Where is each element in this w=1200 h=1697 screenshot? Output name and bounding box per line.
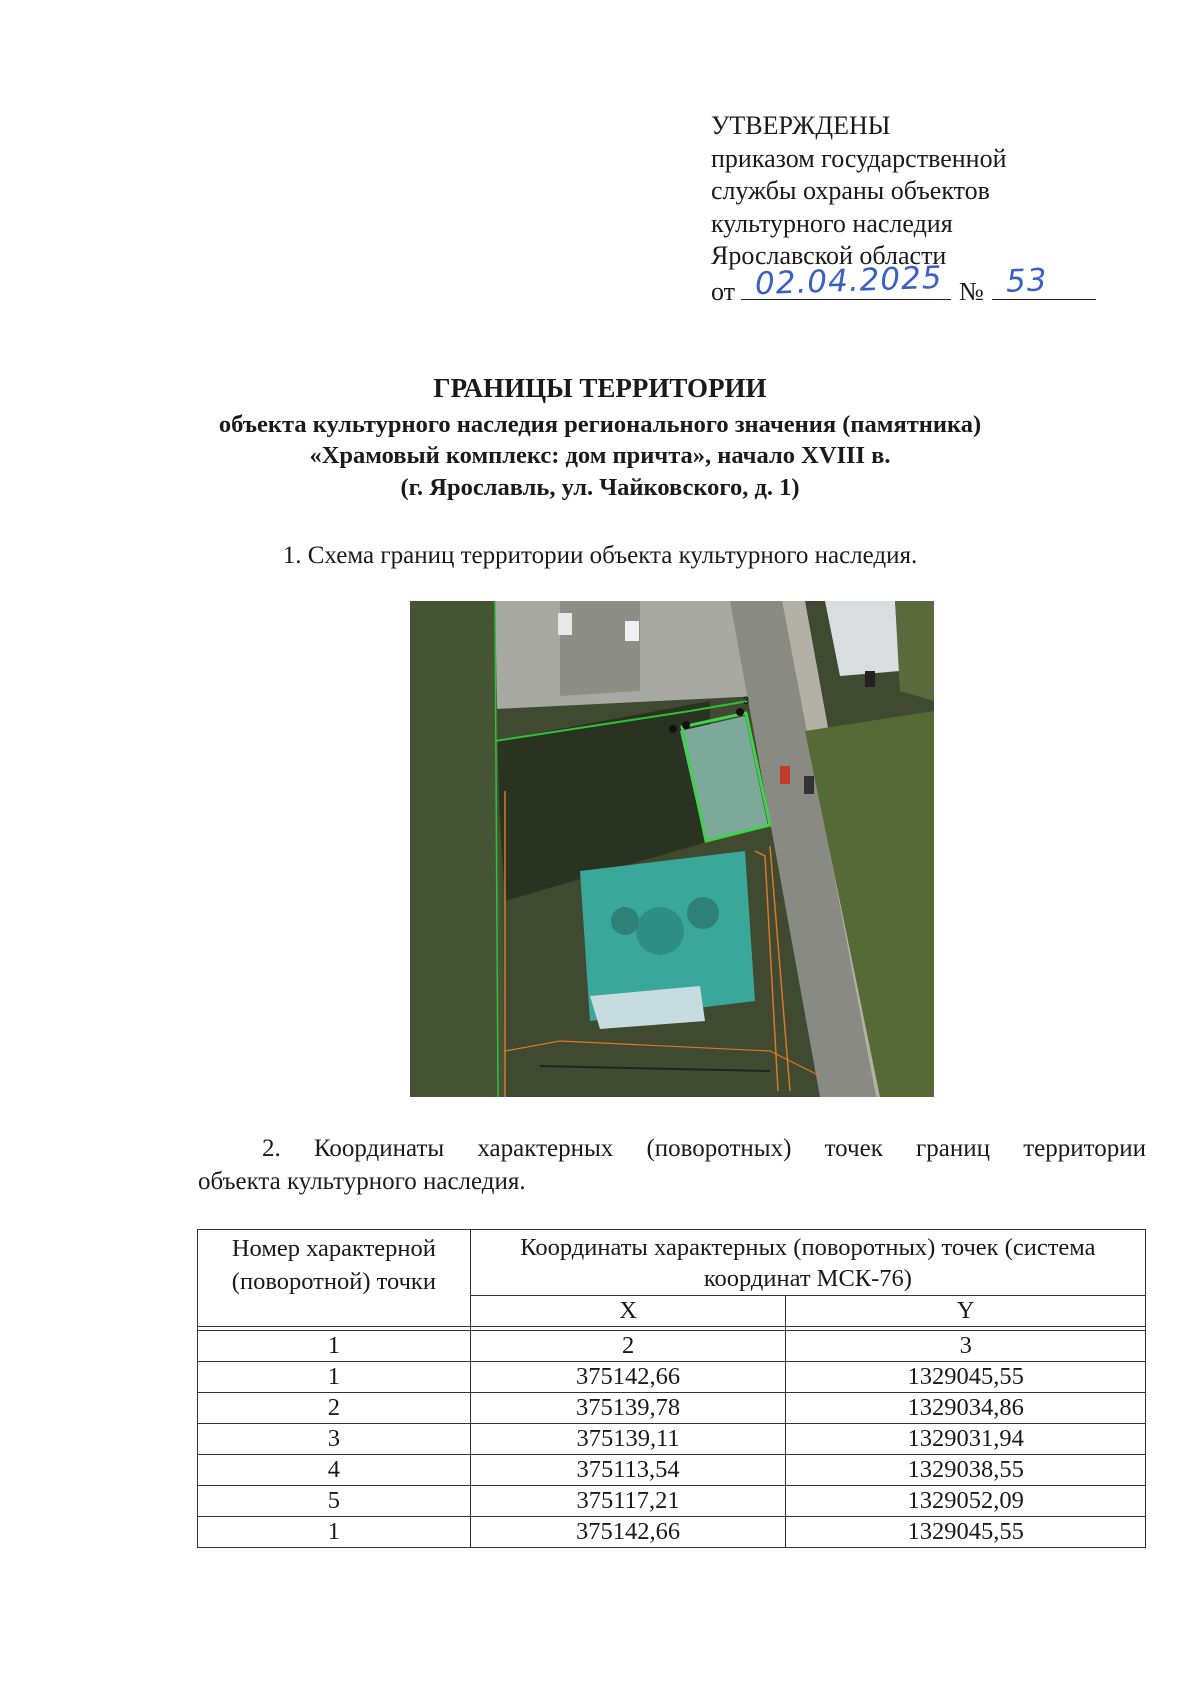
coord-x: 375139,78 [470, 1393, 786, 1424]
column-number: 3 [786, 1331, 1146, 1362]
handwritten-date: 02.04.2025 [754, 259, 944, 303]
approval-title: УТВЕРЖДЕНЫ [711, 111, 891, 140]
header-y: Y [786, 1296, 1146, 1327]
point-number: 2 [198, 1393, 471, 1424]
point-number: 1 [198, 1362, 471, 1393]
section-1-heading: 1. Схема границ территории объекта культурного наследия. [282, 542, 918, 569]
number-label: № [959, 276, 984, 306]
header-coordinates: Координаты характерных (поворотных) точек (система координат МСК-76) [470, 1230, 1145, 1296]
approval-line: Ярославской области [711, 241, 947, 270]
coord-y: 1329045,55 [786, 1362, 1146, 1393]
coord-y: 1329031,94 [786, 1424, 1146, 1455]
table-row [198, 1424, 1146, 1455]
table-row [198, 1362, 1146, 1393]
point-number: 4 [198, 1455, 471, 1486]
table-row [198, 1331, 1146, 1362]
table-row [198, 1455, 1146, 1486]
handwritten-number: 53 [1005, 262, 1048, 300]
document-subtitle: (г. Ярославль, ул. Чайковского, д. 1) [400, 474, 800, 501]
approval-block [711, 110, 1096, 308]
coordinates-table [197, 1229, 1146, 1548]
approval-line: приказом государственной [711, 143, 1007, 173]
number-field [992, 262, 1096, 300]
section-2-line: объекта культурного наследия. [198, 1168, 526, 1195]
point-number: 5 [198, 1486, 471, 1517]
header-x: X [470, 1296, 786, 1327]
point-number: 1 [198, 1517, 471, 1548]
coord-y: 1329045,55 [786, 1517, 1146, 1548]
point-number: 3 [198, 1424, 471, 1455]
coord-x: 375142,66 [470, 1517, 786, 1548]
approval-line: культурного наследия [711, 208, 953, 238]
boundary-map-image [410, 601, 934, 1097]
from-label: от [711, 276, 736, 306]
document-subtitle: объекта культурного наследия регионального значения (памятника) [218, 411, 982, 438]
coord-y: 1329034,86 [786, 1393, 1146, 1424]
map-point-label: 3 [743, 695, 750, 707]
table-row [198, 1486, 1146, 1517]
section-2-heading [198, 1132, 1146, 1198]
table-row [198, 1393, 1146, 1424]
column-number: 2 [470, 1331, 786, 1362]
column-number: 1 [198, 1331, 471, 1362]
coord-x: 375139,11 [470, 1424, 786, 1455]
approval-line: службы охраны объектов [711, 176, 990, 205]
date-field [741, 259, 951, 303]
coord-y: 1329038,55 [786, 1455, 1146, 1486]
document-subtitle: «Храмовый комплекс: дом причта», начало XVIII в. [309, 442, 891, 469]
coord-x: 375117,21 [470, 1486, 786, 1517]
approval-date-line [711, 259, 1096, 309]
coord-x: 375142,66 [470, 1362, 786, 1393]
section-2-line: 2. Координаты характерных (поворотных) точек границ территории [262, 1135, 1146, 1162]
coord-y: 1329052,09 [786, 1486, 1146, 1517]
document-title: ГРАНИЦЫ ТЕРРИТОРИИ [433, 373, 767, 403]
table-row [198, 1517, 1146, 1548]
coord-x: 375113,54 [470, 1455, 786, 1486]
header-point-number: Номер характерной (поворотной) точки [198, 1230, 471, 1327]
